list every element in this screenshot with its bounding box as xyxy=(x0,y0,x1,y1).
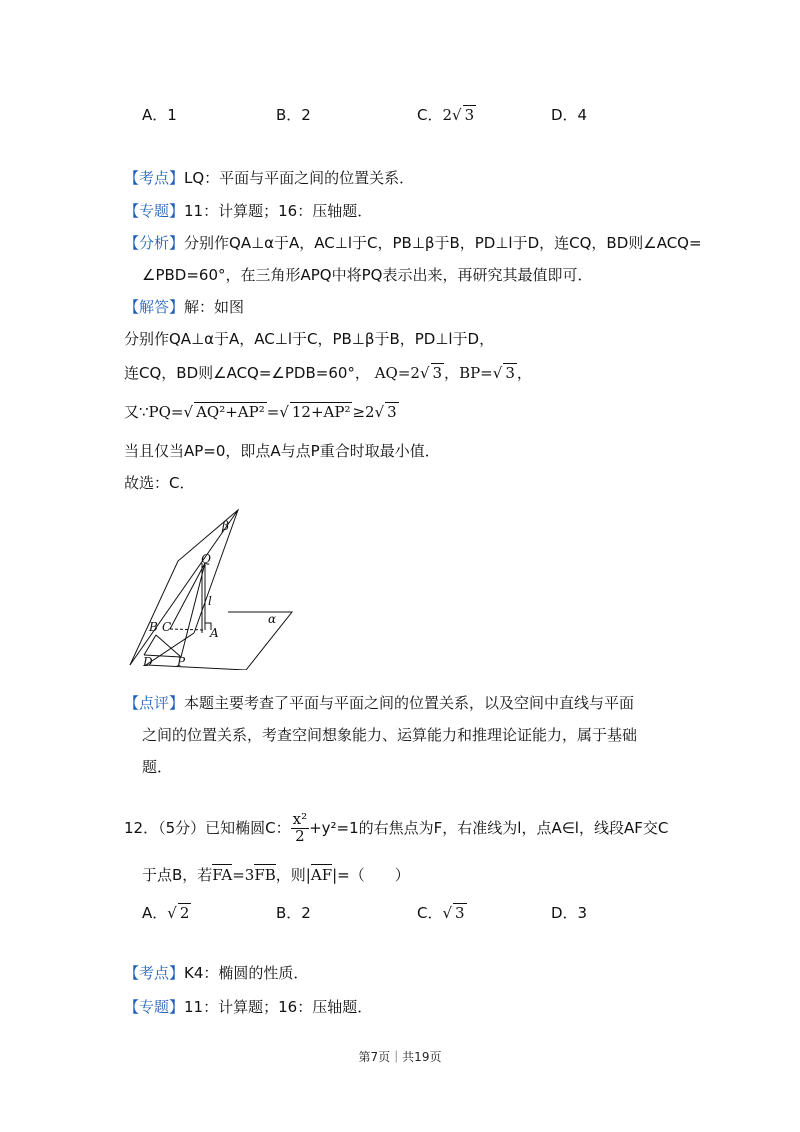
option-c: C．2√ 3 xyxy=(417,106,475,124)
geometry-figure xyxy=(126,505,298,670)
jieda-line xyxy=(124,296,244,317)
option-c-label: C． xyxy=(417,106,443,124)
dianping-line3: 题． xyxy=(142,758,173,776)
fraction-denominator: 2 xyxy=(295,826,305,845)
label-a: A xyxy=(210,626,219,640)
segment-qc xyxy=(170,563,205,629)
you-text: 又∵ xyxy=(124,403,149,421)
jieda-text: 解：如图 xyxy=(184,298,245,316)
vector-fb: FB xyxy=(254,866,276,884)
dianping-tag: 【点评】 xyxy=(124,694,185,712)
fenxi-text-1: 分别作QA⊥α于A，AC⊥l于C，PB⊥β于B，PD⊥l于D，连CQ，BD则∠ACQ= xyxy=(184,234,702,252)
eq-sign: = xyxy=(266,403,280,421)
fenxi-line2: ∠PBD=60°，在三角形APQ中将PQ表示出来，再研究其最值即可． xyxy=(142,266,593,284)
eq-three: =3 xyxy=(232,866,255,884)
label-q: Q xyxy=(201,552,211,566)
q12-zhuanti-text: 11：计算题；16：压轴题． xyxy=(184,998,373,1016)
vector-fa: FA xyxy=(212,866,233,884)
fenxi-tag: 【分析】 xyxy=(124,234,185,252)
segment-bp xyxy=(156,635,181,657)
q12-zhuanti-line xyxy=(124,996,372,1017)
q12-after-fraction: +y²=1的右焦点为F，右准线为l，点A∈l，线段AF交C xyxy=(309,818,669,837)
kaodian-text: LQ：平面与平面之间的位置关系． xyxy=(184,169,415,187)
q12-option-c-label: C． xyxy=(417,904,443,922)
solution-line-4: 当且仅当AP=0，即点A与点P重合时取最小值． xyxy=(124,442,440,460)
solution-line-2-text: 连CQ，BD则∠ACQ=∠PDB=60°， xyxy=(124,364,370,382)
label-b: B xyxy=(149,620,158,634)
q12-line2-b: ，则| xyxy=(275,866,311,884)
pq-radicand-1: AQ²+AP² xyxy=(196,403,265,421)
option-c-radicand: 3 xyxy=(464,106,475,124)
q12-option-d: D．3 xyxy=(551,904,588,922)
jieda-tag: 【解答】 xyxy=(124,298,185,316)
label-d: D xyxy=(143,655,153,669)
q12-stem-line1 xyxy=(124,812,668,845)
q12-kaodian-text: K4：椭圆的性质． xyxy=(184,964,309,982)
zhuanti-tag: 【专题】 xyxy=(124,202,185,220)
fenxi-line1 xyxy=(124,232,702,253)
q12-kaodian-tag: 【考点】 xyxy=(124,964,185,982)
q12-zhuanti-tag: 【专题】 xyxy=(124,998,185,1016)
q12-option-a: A．√ 2 xyxy=(142,904,190,922)
solution-line-1: 分别作QA⊥α于A，AC⊥l于C，PB⊥β于B，PD⊥l于D， xyxy=(124,330,495,348)
option-a: A．1 xyxy=(142,106,177,124)
vector-af: AF xyxy=(310,866,333,884)
option-c-coef: 2 xyxy=(442,106,453,124)
segment-bd xyxy=(144,635,156,655)
zhuanti-text: 11：计算题；16：压轴题． xyxy=(184,202,373,220)
q12-kaodian-line xyxy=(124,962,308,983)
q12-option-a-radicand: 2 xyxy=(179,904,190,922)
solution-line-5: 故选：C． xyxy=(124,474,195,492)
q12-stem-line2 xyxy=(142,864,410,885)
q12-line2-c: |=（ ） xyxy=(332,866,410,884)
label-l: l xyxy=(208,594,212,608)
option-d: D．4 xyxy=(551,106,588,124)
bp-radicand: 3 xyxy=(505,364,515,382)
dianping-line2: 之间的位置关系，考查空间想象能力、运算能力和推理论证能力，属于基础 xyxy=(142,726,638,744)
q12-line2-a: 于点B，若 xyxy=(142,866,213,884)
segment-qp xyxy=(181,563,205,657)
q12-option-b: B．2 xyxy=(276,904,311,922)
dianping-text-1: 本题主要考查了平面与平面之间的位置关系，以及空间中直线与平面 xyxy=(184,694,635,712)
kaodian-tag: 【考点】 xyxy=(124,169,185,187)
q12-option-c: C．√ 3 xyxy=(417,904,465,922)
dianping-line1 xyxy=(124,692,634,713)
aq-expr: AQ=2 xyxy=(374,364,420,382)
pq-radicand-2: 12+AP² xyxy=(291,403,351,421)
segment-ca xyxy=(170,629,205,630)
solution-line-3: 又∵PQ=√ AQ²+AP² =√ 12+AP² ≥2√ 3 xyxy=(124,403,397,421)
q12-prefix: 12．（5分）已知椭圆C： xyxy=(124,818,291,837)
page-footer: 第7页｜共19页 xyxy=(358,1050,442,1064)
option-b: B．2 xyxy=(276,106,311,124)
bp-expr: BP= xyxy=(459,364,493,382)
ge-radicand: 3 xyxy=(387,403,397,421)
label-alpha: α xyxy=(268,612,277,626)
q12-option-a-label: A． xyxy=(142,904,168,922)
zhuanti-line xyxy=(124,200,372,221)
q12-option-c-radicand: 3 xyxy=(455,904,465,922)
pq-label: PQ= xyxy=(148,403,184,421)
label-p: P xyxy=(177,655,186,669)
line-l xyxy=(130,510,238,665)
aq-radicand: 3 xyxy=(432,364,443,382)
kaodian-line xyxy=(124,167,414,188)
fraction-numerator: x² xyxy=(292,810,308,828)
solution-line-2: 连CQ，BD则∠ACQ=∠PDB=60°， AQ=2√ 3 ，BP=√ 3 ， xyxy=(124,364,532,382)
label-c: C xyxy=(162,620,172,634)
label-beta: β xyxy=(222,519,229,533)
ge-expr: ≥2 xyxy=(352,403,375,421)
ellipse-fraction xyxy=(291,812,309,845)
